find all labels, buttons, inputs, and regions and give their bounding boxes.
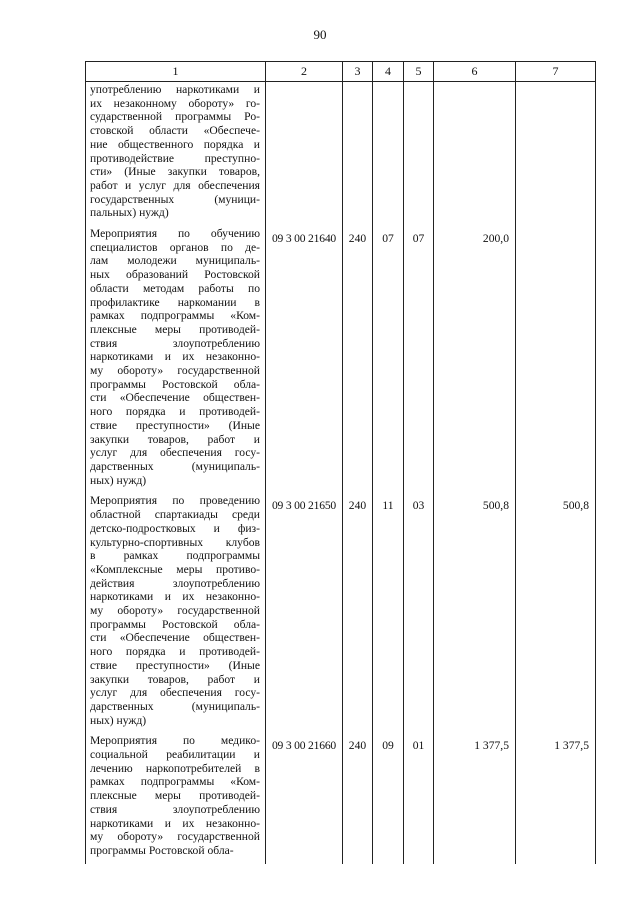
- description-line: государственных (муници-: [90, 192, 260, 206]
- description-line: му обороту» государственной: [90, 364, 260, 378]
- description-line: противодействие преступно-: [90, 151, 260, 165]
- expense-type-cell: [343, 82, 373, 227]
- description-line: ных) нужд): [90, 713, 147, 727]
- description-line: сти «Обеспечение обществен-: [90, 391, 260, 405]
- amount-cell-2: 1 377,5: [516, 733, 596, 863]
- description-cell: [86, 733, 266, 863]
- description-line: ствия злоупотреблению: [90, 336, 260, 350]
- expense-type-cell: 240: [343, 733, 373, 863]
- table-row: [86, 493, 596, 733]
- description-line: специалистов органов по де-: [90, 240, 260, 254]
- description-cell: [86, 226, 266, 493]
- description-line: сти» (Иные закупки товаров,: [90, 165, 260, 179]
- description-line: программы Ростовской обла-: [90, 377, 260, 391]
- budget-table: [85, 61, 596, 864]
- description-line: лечению наркопотребителей в: [90, 761, 260, 775]
- budget-code-cell: 09 3 00 21660: [266, 733, 343, 863]
- description-line: лам молодежи муниципаль-: [90, 254, 260, 268]
- description-line: стовской области «Обеспече-: [90, 124, 260, 138]
- header-col-7: 7: [516, 62, 596, 82]
- header-col-3: 3: [343, 62, 373, 82]
- description-line: закупки товаров, работ и: [90, 672, 260, 686]
- amount-cell-2: [516, 82, 596, 227]
- section-cell: [373, 82, 404, 227]
- description-line: закупки товаров, работ и: [90, 432, 260, 446]
- table-body: [86, 82, 596, 864]
- description-line: пальных) нужд): [90, 206, 169, 220]
- description-line: Мероприятия по медико-: [90, 734, 260, 748]
- description-line: употреблению наркотиками и: [90, 83, 260, 96]
- subsection-cell: 07: [404, 226, 434, 493]
- description-line: наркотиками и их незаконно-: [90, 590, 260, 604]
- description-line: программы Ростовской обла-: [90, 843, 234, 857]
- description-line: наркотиками и их незаконно-: [90, 350, 260, 364]
- description-line: плексные меры противодей-: [90, 789, 260, 803]
- table-row: [86, 82, 596, 227]
- description-line: рамках подпрограммы «Ком-: [90, 309, 260, 323]
- description-line: ного порядка и противодей-: [90, 645, 260, 659]
- section-cell: 09: [373, 733, 404, 863]
- description-line: услуг для обеспечения госу-: [90, 686, 260, 700]
- table-header: [86, 62, 596, 82]
- amount-cell: 200,0: [434, 226, 516, 493]
- description-line: социальной реабилитации и: [90, 748, 260, 762]
- description-line: Мероприятия по проведению: [90, 494, 260, 508]
- description-cell: [86, 82, 266, 227]
- budget-code-cell: 09 3 00 21650: [266, 493, 343, 733]
- description-line: дарственных (муниципаль-: [90, 459, 260, 473]
- description-line: рамках подпрограммы «Ком-: [90, 775, 260, 789]
- description-cell: [86, 493, 266, 733]
- description-line: ствия злоупотреблению: [90, 802, 260, 816]
- subsection-cell: [404, 82, 434, 227]
- header-col-4: 4: [373, 62, 404, 82]
- header-col-6: 6: [434, 62, 516, 82]
- description-line: ние общественного порядка и: [90, 137, 260, 151]
- expense-type-cell: 240: [343, 493, 373, 733]
- description-line: наркотиками и их незаконно-: [90, 816, 260, 830]
- header-col-1: 1: [86, 62, 266, 82]
- table-row: [86, 733, 596, 863]
- subsection-cell: 01: [404, 733, 434, 863]
- description-line: их незаконному обороту» го-: [90, 96, 260, 110]
- amount-cell: 1 377,5: [434, 733, 516, 863]
- description-line: «Комплексные меры противо-: [90, 562, 260, 576]
- description-line: программы Ростовской обла-: [90, 617, 260, 631]
- description-line: детско-подростковых и физ-: [90, 521, 260, 535]
- amount-cell-2: 500,8: [516, 493, 596, 733]
- header-row: [86, 62, 596, 82]
- budget-code-cell: [266, 82, 343, 227]
- amount-cell: [434, 82, 516, 227]
- amount-cell: 500,8: [434, 493, 516, 733]
- description-line: му обороту» государственной: [90, 604, 260, 618]
- expense-type-cell: 240: [343, 226, 373, 493]
- description-line: услуг для обеспечения госу-: [90, 446, 260, 460]
- description-line: плексные меры противодей-: [90, 322, 260, 336]
- description-line: сти «Обеспечение обществен-: [90, 631, 260, 645]
- budget-code-cell: 09 3 00 21640: [266, 226, 343, 493]
- description-line: му обороту» государственной: [90, 830, 260, 844]
- description-line: профилактике наркомании в: [90, 295, 260, 309]
- description-line: культурно-спортивных клубов: [90, 535, 260, 549]
- header-col-5: 5: [404, 62, 434, 82]
- section-cell: 11: [373, 493, 404, 733]
- table-row: [86, 226, 596, 493]
- description-line: области методам работы по: [90, 281, 260, 295]
- description-line: областной спартакиады среди: [90, 508, 260, 522]
- description-line: работ и услуг для обеспечения: [90, 178, 260, 192]
- page-number: 90: [313, 27, 327, 42]
- description-line: сударственной программы Ро-: [90, 110, 260, 124]
- amount-cell-2: [516, 226, 596, 493]
- subsection-cell: 03: [404, 493, 434, 733]
- description-line: в рамках подпрограммы: [90, 549, 260, 563]
- section-cell: 07: [373, 226, 404, 493]
- description-line: ных образований Ростовской: [90, 268, 260, 282]
- description-line: Мероприятия по обучению: [90, 227, 260, 241]
- description-line: ных) нужд): [90, 473, 147, 487]
- description-line: ного порядка и противодей-: [90, 405, 260, 419]
- description-line: ствие преступности» (Иные: [90, 658, 260, 672]
- header-col-2: 2: [266, 62, 343, 82]
- description-line: ствие преступности» (Иные: [90, 418, 260, 432]
- description-line: дарственных (муниципаль-: [90, 699, 260, 713]
- description-line: действия злоупотреблению: [90, 576, 260, 590]
